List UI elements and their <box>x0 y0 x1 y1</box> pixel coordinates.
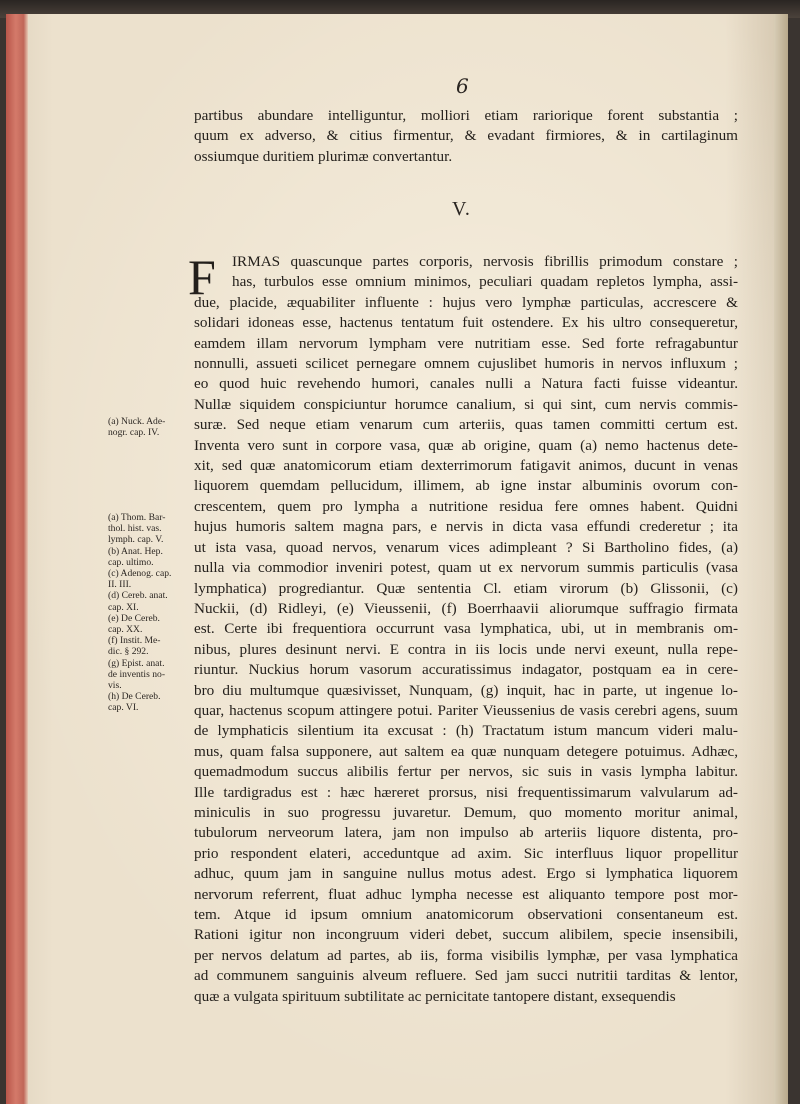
text-line: liquorem quemdam pellucidum, illimem, ab igne instar albuminis ovorum con- <box>194 477 738 495</box>
note-line: II. III. <box>108 579 132 591</box>
text-line: Inventa vero sunt in corpore vasa, quæ ab origine, quam (a) nemo hactenus dete- <box>194 436 738 454</box>
section-heading: V. <box>452 198 471 220</box>
text-line: Nuckii, (d) Ridleyi, (e) Vieussenii, (f) Boerrhaavii aliorumque suffragio firmata <box>194 599 738 617</box>
note-line: nogr. cap. IV. <box>108 427 160 439</box>
text-line: bro diu multumque quæsivisset, Nunquam, (g) inquit, hac in parte, ut ingenue lo- <box>194 681 738 699</box>
drop-cap-initial: F <box>188 249 216 305</box>
note-line: (b) Anat. Hep. <box>108 545 163 557</box>
text-line: prio respondent elateri, acceduntque ad axim. Sic interfluus liquor propellitur <box>194 844 738 862</box>
note-line: (g) Epist. anat. <box>108 657 165 669</box>
text-line: ossiumque duritiem plurimæ convertantur. <box>194 147 453 165</box>
note-line: cap. XX. <box>108 624 143 636</box>
text-line: nonnulli, assueti scilicet pernegare omnem cujuslibet humoris in nervos influxum ; <box>194 355 738 373</box>
note-line: cap. VI. <box>108 702 139 714</box>
text-line: hujus humoris saltem magna pars, e nervis in dicta vasa effundi crederetur ; ita <box>194 518 738 536</box>
text-line: suræ. Sed neque etiam venarum cum arteriis, quas tamen committi certum est. <box>194 416 738 434</box>
text-line: quemadmodum succus alibilis fertur per nervos, sic suis in vasis lympha labitur. <box>194 763 738 781</box>
note-line: de inventis no- <box>108 668 166 680</box>
note-line: (a) Nuck. Ade- <box>108 416 166 427</box>
page-fore-edge <box>774 14 788 1104</box>
text-line: nibus, plures desinunt nervi. E contra in iis locis unde nervi exeunt, nulla repe- <box>194 640 738 658</box>
text-line: lymphatica) progrediantur. Quæ sententia Cl. etiam virorum (b) Glissonii, (c) <box>194 579 738 597</box>
note-line: lymph. cap. V. <box>108 534 164 546</box>
text-line: quum ex adverso, & citius firmentur, & evadant firmiores, & in cartilaginum <box>194 127 738 145</box>
text-line: de lymphaticis silentium ita excusat : (h) Tractatum istum mancum videri malu- <box>194 722 738 740</box>
note-line: (e) De Cereb. <box>108 612 160 624</box>
note-line: cap. ultimo. <box>108 556 154 568</box>
margin-notes-bottom <box>108 512 192 714</box>
text-line: ad communem sanguinis alveum refluere. Sed jam succi nutritii tarditas & lentor, <box>194 967 738 985</box>
intro-paragraph <box>194 106 738 167</box>
text-line: tubulorum nerveorum latera, jam non impulso ab arteriis liquore distenta, pro- <box>194 824 738 842</box>
note-line: cap. XI. <box>108 601 139 613</box>
book-binding-edge <box>6 14 28 1104</box>
note-line: (a) Thom. Bar- <box>108 512 166 523</box>
text-line: est. Certe ibi frequentiora occurrunt vasa lymphatica, ubi, ut in membranis om- <box>194 620 738 638</box>
note-line: (c) Adenog. cap. <box>108 568 172 580</box>
note-line: (f) Instit. Me- <box>108 635 161 647</box>
text-line: due, placide, æquabiliter influente : hujus vero lymphæ particulas, accrescere & <box>194 293 738 311</box>
note-line: (d) Cereb. anat. <box>108 590 168 602</box>
text-line: Rationi igitur non incongruum videri debet, succum alibilem, specie insensibili, <box>194 926 738 944</box>
note-line: (h) De Cereb. <box>108 691 161 703</box>
text-line: quar, hactenus scopum attingere potui. Pariter Vieussenius de vasis cerebri agens, suum <box>194 701 738 719</box>
note-line: dic. § 292. <box>108 646 149 658</box>
text-line: partibus abundare intelliguntur, molliori etiam rariorique forent substantia ; <box>194 107 738 124</box>
text-line: per nervos delatum ad partes, ab iis, forma visibilis lymphæ, per vasa lymphatica <box>194 946 738 964</box>
text-line: mus, quam falsa supponere, aut saltem ea quæ nunquam detegere potuimus. Adhæc, <box>194 742 738 760</box>
text-line: ut ista vasa, quoad nervos, venarum vices adimpleant ? Si Bartholino fides, (a) <box>194 538 738 556</box>
text-line: eamdem illam nervorum lympham vere nutritiam esse. Sed forte refragabuntur <box>194 334 738 352</box>
text-line: crescentem, quem pro lympha a nutritione residua fere omnes habent. Quidni <box>194 497 738 515</box>
page-number: 6 <box>456 74 469 98</box>
margin-notes-top <box>108 416 192 438</box>
text-line: nervorum referrent, fluat adhuc lympha necesse est aliquanto tempore post mor- <box>194 885 738 903</box>
main-paragraph <box>194 252 738 1007</box>
text-line: eo quod huic revehendo humori, canales nulli a Natura facti fuisse videantur. <box>194 375 738 393</box>
text-line: xit, sed quæ anatomicorum etiam dexterrimorum fatigavit animos, ducunt in venas <box>194 457 738 475</box>
text-line: quæ a vulgata spirituum subtilitate ac pernicitate tantopere distant, exsequendis <box>194 987 676 1005</box>
text-line: riuntur. Nuckius horum vasorum accuratissimus indagator, postquam ea in cere- <box>194 661 738 679</box>
text-line: adhuc, quum jam in sanguine nullus motus adest. Ergo si lymphatica liquorem <box>194 865 738 883</box>
text-line: solidari idoneas esse, hactenus tentatum fuit ostendere. Ex his ultro consequeretur, <box>194 314 738 332</box>
text-line: Ille tardigradus est : hæc hæreret prorsus, nisi frequentissimarum valvularum ad- <box>194 783 738 801</box>
text-line: tem. Atque id ipsum omnium anatomicorum observationi consentaneum est. <box>194 906 738 923</box>
text-line: nulla via commodior inveniri potest, quam ut ex nervorum summis particulis (vasa <box>194 559 738 577</box>
note-line: thol. hist. vas. <box>108 523 162 535</box>
text-line: has, turbulos esse omnium minimos, peculiari quadam repletos lympha, assi- <box>232 273 738 291</box>
text-line: IRMAS quascunque partes corporis, nervosis fibrillis primodum constare ; <box>232 253 738 270</box>
note-line: vis. <box>108 680 122 692</box>
text-line: miniculis in suo progressu juvaretur. Demum, quo momento moritur animal, <box>194 803 738 821</box>
text-line: Nullæ siquidem conspiciuntur horumce canalium, si qui sint, cum nervis commis- <box>194 395 738 413</box>
